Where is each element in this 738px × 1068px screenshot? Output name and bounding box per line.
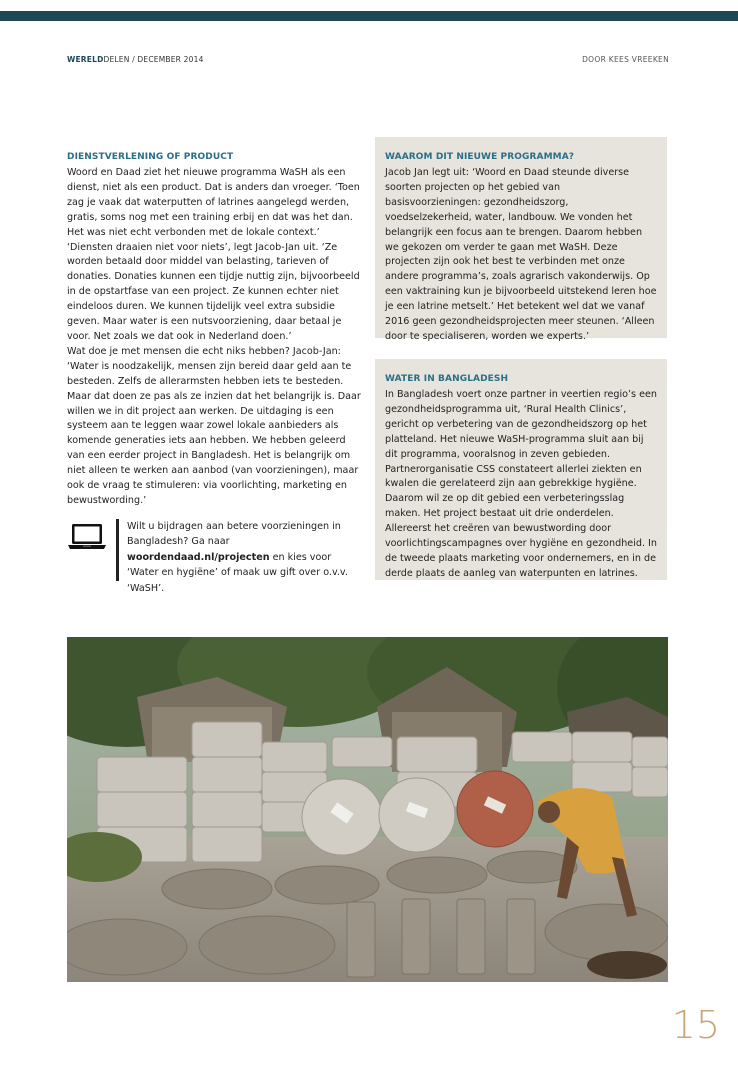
callout-text-start: Wilt u bijdragen aan betere voorzieningen in Bangladesh? Ga naar	[127, 521, 341, 548]
box-body: In Bangladesh voert onze partner in veertien regio’s een gezondheidsprogramma uit, ‘Rural Health Clinics’, gericht op verbetering van de gezondheidszorg op het platteland. Het nieuwe WaSH-programma sluit aan bij dit programma, vooralsnog in zeven gebieden. Partnerorganisatie CSS constateert allerlei ziekten en kwalen die gerelateerd zijn aan gebrekkige hygiëne. Daarom wil ze op dit gebied een verbeteringsslag maken. Het project bestaat uit drie onderdelen. Allereerst het creëren van bewustwording door voorlichtingscampagnes over hygiëne en gezondheid. In de tweede plaats marketing voor ondernemers, en in de derde plaats de aanleg van waterpunten en latrines.	[385, 389, 657, 579]
laptop-icon	[67, 523, 107, 551]
paragraph-2: ‘Diensten draaien niet voor niets’, legt Jacob-Jan uit. ‘Ze worden betaald door middel van belasting, tarieven of donaties. Donaties kunnen een tijdje nuttig zijn, bijvoorbeeld in de opstartfase van een project. Ze kunnen echter niet eindeloos duren. We kunnen tijdelijk veel extra subsidie geven. Maar water is een nutsvoorziening, daar betaal je voor. Net zoals we dat ook in Nederland doen.’	[67, 241, 360, 342]
callout-bar	[116, 519, 119, 581]
sidebar-box-bangladesh	[375, 359, 667, 580]
box-heading: WAAROM DIT NIEUWE PROGRAMMA?	[385, 152, 575, 162]
page-number: 15	[671, 1003, 720, 1047]
issue-date: DELEN / DECEMBER 2014	[103, 55, 204, 64]
callout-text	[127, 519, 362, 596]
section-heading: DIENSTVERLENING OF PRODUCT	[67, 152, 234, 162]
photo-illustration	[67, 637, 668, 982]
paragraph-1: Woord en Daad ziet het nieuwe programma WaSH als een dienst, niet als een product. Dat is anders dan vroeger. ‘Toen zag je vaak dat waterputten of latrines aangelegd werden, gratis, soms nog met een training erbij en dat was het dan. Het was niet echt verbonden met de lokale context.’	[67, 167, 360, 238]
box-body: Jacob Jan legt uit: ‘Woord en Daad steunde diverse soorten projecten op het gebied van basisvoorzieningen: gezondheidszorg, voedselzekerheid, water, landbouw. We vonden het belangrijk een focus aan te brengen. Daarom hebben we gekozen om verder te gaan met WaSH. Deze projecten zijn ook het best te verbinden met onze andere programma’s, zoals agrarisch vakonderwijs. Op een vaktraining kun je bijvoorbeeld uitstekend leren hoe je een latrine metselt.’ Het betekent wel dat we vanaf 2016 geen gezondheidsprojecten meer steunen. ‘Alleen door te specialiseren, worden we experts.’	[385, 167, 657, 342]
box-heading: WATER IN BANGLADESH	[385, 374, 509, 384]
magazine-header	[67, 55, 204, 64]
author-byline: DOOR KEES VREEKEN	[582, 55, 669, 64]
donation-callout	[67, 519, 364, 594]
sidebar-box-program	[375, 137, 667, 342]
project-link[interactable]: woordendaad.nl/projecten	[127, 551, 270, 563]
main-article	[67, 150, 364, 509]
photo-latrine-rings	[67, 637, 668, 982]
paragraph-3: Wat doe je met mensen die echt niks hebben? Jacob-Jan: ‘Water is noodzakelijk, mensen zijn bereid daar geld aan te besteden. Zelfs de allerarmsten hebben iets te besteden. Maar dat doen ze pas als ze inzien dat het belangrijk is. Daar willen we in dit project aan werken. De uitdaging is een systeem aan te leggen waar zowel lokale aanbieders als komende generaties iets aan hebben. We hebben geleerd van een eerder project in Bangladesh. Het is belangrijk om niet alleen te werken aan aanbod (van voorzieningen), maar ook de vraag te stimuleren: via voorlichting, marketing en bewustwording.’	[67, 345, 361, 506]
brand-name: WERELD	[67, 55, 104, 64]
top-bar	[0, 11, 738, 21]
callout-text-end: en kies voor ‘Water en hygiëne’ of maak uw gift over o.v.v. ‘WaSH’.	[127, 551, 348, 594]
